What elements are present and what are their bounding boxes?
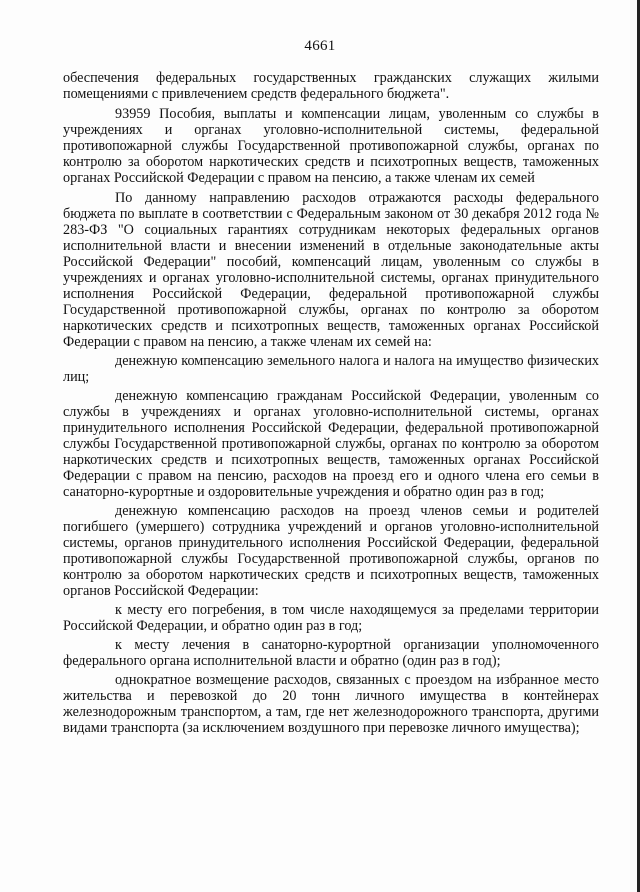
paragraph-description: По данному направлению расходов отражаются расходы федерального бюджета по выплате в соответствии с Федеральным законом от 30 декабря 2012 года № 283-ФЗ "О социальных гарантиях сотрудникам некоторых федеральных органов исполнительной власти и внесении изменений в отдельные законодательные акты Российской Федерации" пособий, компенсаций лицам, уволенным со службы в учреждениях и органах уголовно-исполнительной системы, органах принудительного исполнения Российской Федерации, федеральной противопожарной службы Государственной противопожарной службы, органах по контролю за оборотом наркотических средств и психотропных веществ, таможенных органах Российской Федерации с правом на пенсию, а также членам их семей на: [63,190,599,350]
list-item-relocation: однократное возмещение расходов, связанных с проездом на избранное место жительства и перевозкой до 20 тонн личного имущества в контейнерах железнодорожным транспортом, а там, где нет железнодорожного транспорта, другими видами транспорта (за исключением воздушного при перевозке личного имущества); [63,672,599,736]
list-item-treatment-place: к месту лечения в санаторно-курортной организации уполномоченного федерального органа исполнительной власти и обратно (один раз в год); [63,637,599,669]
list-item-family-travel: денежную компенсацию расходов на проезд членов семьи и родителей погибшего (умершего) сотрудника учреждений и органов уголовно-исполнительной системы, органов принудительного исполнения Российской Федерации, федеральной противопожарной службы Государственной противопожарной службы, органов по контролю за оборотом наркотических средств и психотропных веществ, таможенных органов Российской Федерации: [63,503,599,599]
section-heading-93959: 93959 Пособия, выплаты и компенсации лицам, уволенным со службы в учреждениях и органах уголовно-исполнительной системы, федеральной противопожарной службы Государственной противопожарной службы, органах по контролю за оборотом наркотических средств и психотропных веществ, таможенных органах Российской Федерации с правом на пенсию, а также членам их семей [63,106,599,186]
paragraph-continuation: обеспечения федеральных государственных гражданских служащих жилыми помещениями с привлечением средств федерального бюджета". [63,70,599,102]
document-body [63,70,599,736]
list-item-sanatorium-travel: денежную компенсацию гражданам Российской Федерации, уволенным со службы в учреждениях и органах уголовно-исполнительной системы, органах принудительного исполнения Российской Федерации, федеральной противопожарной службы Государственной противопожарной службы, органах по контролю за оборотом наркотических средств и психотропных веществ, таможенных органах Российской Федерации с правом на пенсию, расходов на проезд его и одного члена его семьи в санаторно-курортные и оздоровительные учреждения и обратно один раз в год; [63,388,599,500]
list-item-burial-place: к месту его погребения, в том числе находящемуся за пределами территории Российской Федерации, и обратно один раз в год; [63,602,599,634]
page-number: 4661 [304,38,336,54]
list-item-land-tax: денежную компенсацию земельного налога и налога на имущество физических лиц; [63,353,599,385]
